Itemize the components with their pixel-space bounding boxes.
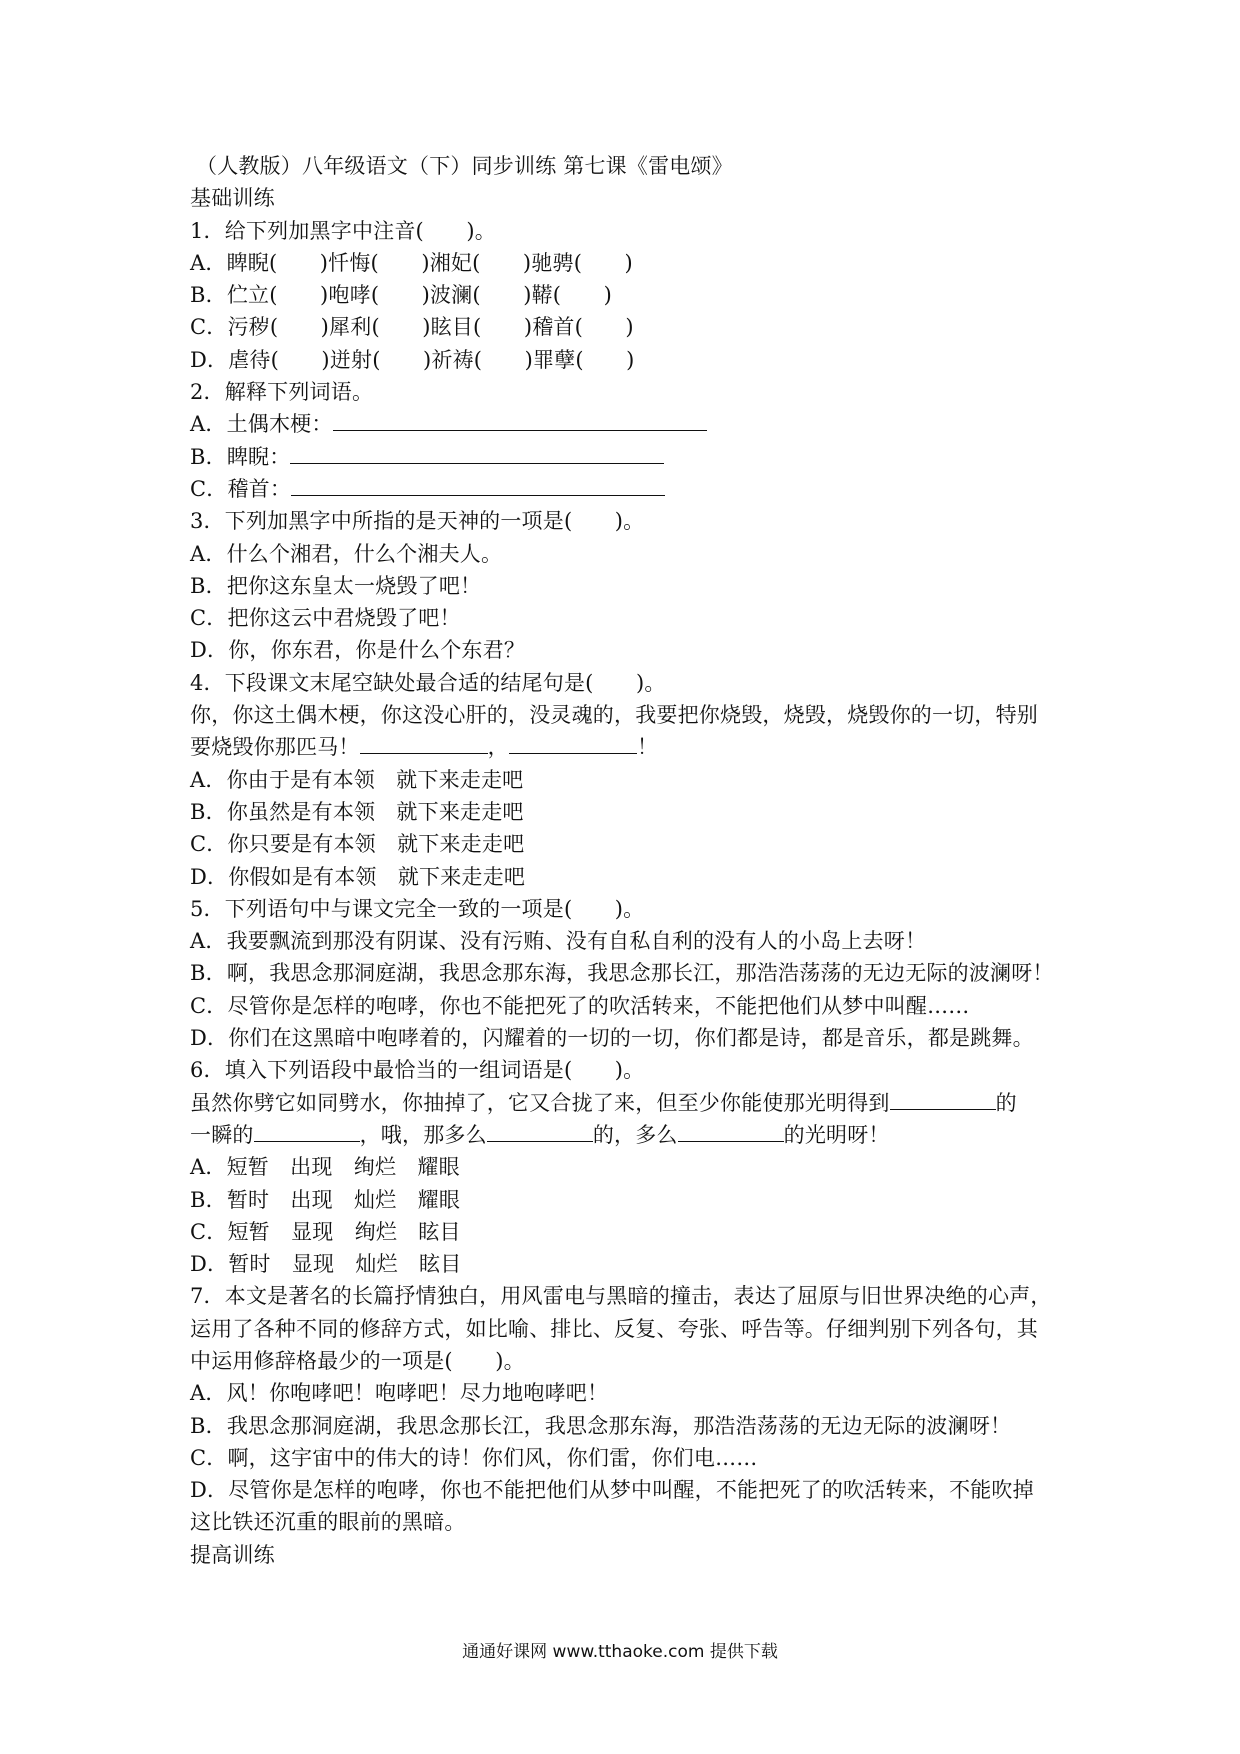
question-6-stem: 6．填入下列语段中最恰当的一组词语是( )。 [190,1058,645,1083]
comma: ， [487,735,509,760]
page-footer: 通通好课网 www.tthaoke.com 提供下载 [462,1642,778,1662]
answer-blank [509,732,637,754]
question-3-stem: 3．下列加黑字中所指的是天神的一项是( )。 [190,509,645,534]
question-6-passage-line-1 [190,1087,1070,1119]
question-1-option-c: C．污秽( )犀利( )眩目( )稽首( ) [190,315,634,340]
question-6-option-c: C．短暂 显现 绚烂 眩目 [190,1219,461,1244]
question-7-option-a: A．风！你咆哮吧！咆哮吧！尽力地咆哮吧！ [190,1381,609,1406]
question-1-option-a: A．睥睨( )忏悔( )湘妃( )驰骋( ) [190,250,633,275]
section-heading-advanced: 提高训练 [190,1542,275,1567]
answer-blank [360,732,488,754]
question-5-option-b: B．啊，我思念那洞庭湖，我思念那东海，我思念那长江，那浩浩荡荡的无边无际的波澜呀！ [190,961,1054,986]
question-7-option-d-line-1: D．尽管你是怎样的咆哮，你也不能把他们从梦中叫醒，不能把死了的吹活转来，不能吹掉 [190,1478,1034,1503]
question-3-option-b: B．把你这东皇太一烧毁了吧！ [190,573,482,598]
question-2-item-c-label: C．稽首： [190,476,292,501]
question-7-stem-line-1: 7．本文是著名的长篇抒情独白，用风雷电与黑暗的撞击，表达了屈原与旧世界决绝的心声， [190,1284,1052,1309]
question-3-option-a: A．什么个湘君，什么个湘夫人。 [190,541,503,566]
question-4-stem: 4．下段课文末尾空缺处最合适的结尾句是( )。 [190,670,666,695]
answer-blank [290,442,664,464]
question-1-option-b: B．伫立( )咆哮( )波澜( )鞯( ) [190,283,612,308]
question-5-option-a: A．我要飘流到那没有阴谋、没有污贿、没有自私自利的没有人的小岛上去呀！ [190,929,927,954]
question-6-option-a: A．短暂 出现 绚烂 耀眼 [190,1155,460,1180]
question-4-passage-text: 要烧毁你那匹马！ [190,735,360,760]
answer-blank [291,474,665,496]
document-title: （人教版）八年级语文（下）同步训练 第七课《雷电颂》 [196,154,733,178]
answer-blank [487,1120,593,1142]
exclamation-mark: ！ [636,735,659,760]
document-body [190,150,1070,1571]
question-5-stem: 5．下列语句中与课文完全一致的一项是( )。 [190,896,645,921]
question-3-option-c: C．把你这云中君烧毁了吧！ [190,606,461,631]
question-5-option-c: C．尽管你是怎样的咆哮，你也不能把死了的吹活转来，不能把他们从梦中叫醒…… [190,993,970,1018]
question-2-item-a-label: A．土偶木梗： [190,412,333,437]
answer-blank [890,1088,996,1110]
question-4-option-c: C．你只要是有本领 就下来走走吧 [190,832,525,857]
question-6-passage-text: ，哦，那多么 [359,1122,487,1147]
question-6-option-d: D．暂时 显现 灿烂 眩目 [190,1252,462,1277]
question-4-option-b: B．你虽然是有本领 就下来走走吧 [190,799,524,824]
question-7-stem-line-2: 运用了各种不同的修辞方式，如比喻、排比、反复、夸张、呼告等。仔细判别下列各句，其 [190,1316,1038,1341]
question-4-passage-line-1: 你，你这土偶木梗，你这没心肝的，没灵魂的，我要把你烧毁，烧毁，烧毁你的一切，特别 [190,703,1038,728]
question-6-passage-text: 的 [995,1090,1017,1115]
question-7-option-b: B．我思念那洞庭湖，我思念那长江，我思念那东海，那浩浩荡荡的无边无际的波澜呀！ [190,1413,1012,1438]
question-2-item-b [190,441,1070,473]
question-7-stem-line-3: 中运用修辞格最少的一项是( )。 [190,1348,525,1373]
answer-blank [254,1120,360,1142]
question-3-option-d: D．你，你东君，你是什么个东君？ [190,638,526,663]
question-4-option-d: D．你假如是有本领 就下来走走吧 [190,864,526,889]
answer-blank [678,1120,784,1142]
question-4-option-a: A．你由于是有本领 就下来走走吧 [190,767,524,792]
question-6-passage-text: 一瞬的 [190,1122,254,1147]
question-2-stem: 2．解释下列词语。 [190,380,374,405]
question-6-passage-text: 的光明呀！ [783,1122,890,1147]
question-5-option-d: D．你们在这黑暗中咆哮着的，闪耀着的一切的一切，你们都是诗，都是音乐，都是跳舞。 [190,1026,1034,1051]
question-6-passage-text: 的，多么 [592,1122,678,1147]
question-1-option-d: D．虐待( )迸射( )祈祷( )罪孽( ) [190,347,635,372]
question-6-passage-line-2 [190,1119,1070,1151]
question-2-item-a [190,408,1070,440]
section-heading-basic: 基础训练 [190,186,275,211]
question-6-option-b: B．暂时 出现 灿烂 耀眼 [190,1187,461,1212]
question-6-passage-text: 虽然你劈它如同劈水，你抽掉了，它又合拢了来，但至少你能使那光明得到 [190,1090,890,1115]
question-2-item-c [190,473,1070,505]
question-7-option-d-line-2: 这比铁还沉重的眼前的黑暗。 [190,1510,466,1535]
answer-blank [333,409,707,431]
question-4-passage-line-2 [190,731,1070,763]
question-1-stem: 1．给下列加黑字中注音( )。 [190,218,496,243]
question-7-option-c: C．啊，这宇宙中的伟大的诗！你们风，你们雷，你们电…… [190,1445,758,1470]
question-2-item-b-label: B．睥睨： [190,444,291,469]
